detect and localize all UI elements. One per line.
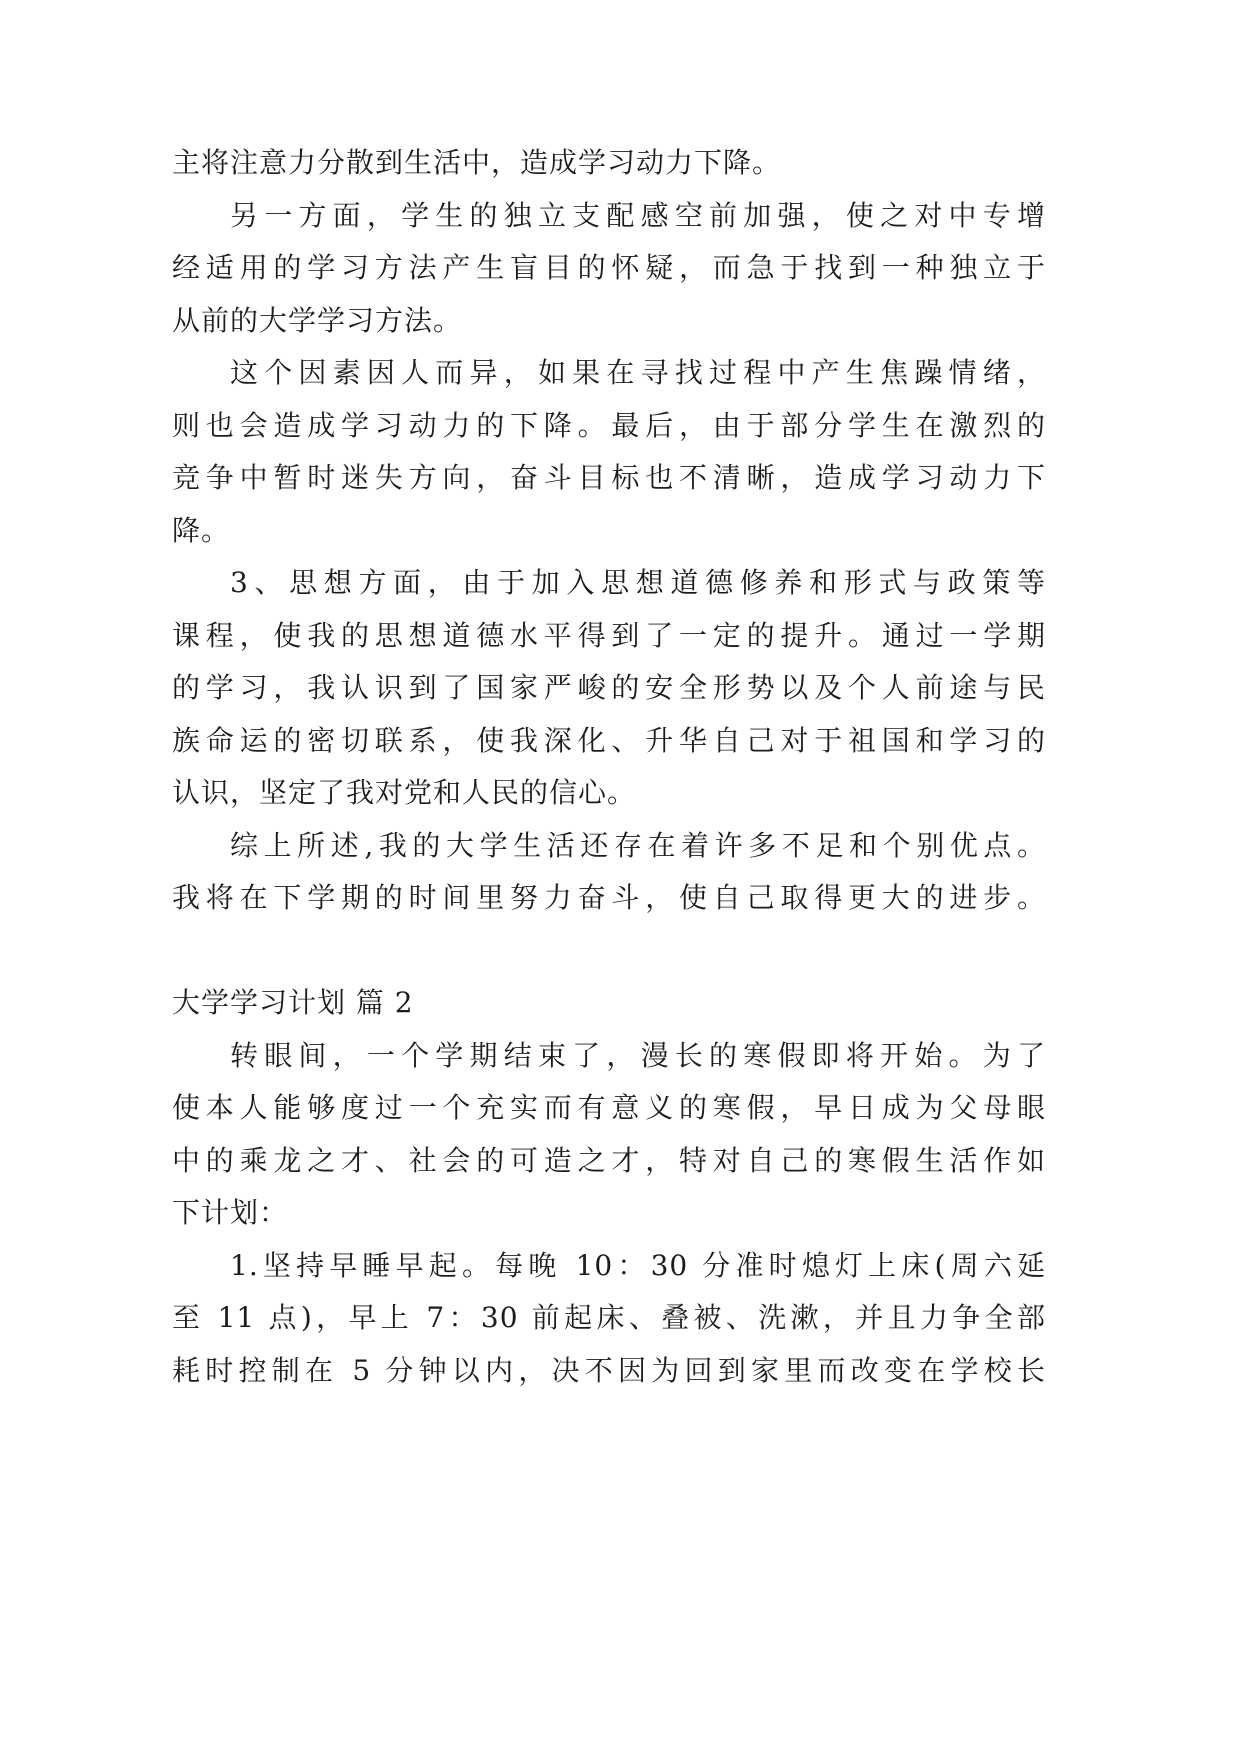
text-line: 使本人能够度过一个充实而有意义的寒假，早日成为父母眼 [172,1091,1046,1124]
section-heading: 大学学习计划 篇 2 [172,986,414,1019]
paragraph [172,1030,1046,1240]
text-line: 我将在下学期的时间里努力奋斗，使自己取得更大的进步。 [172,881,1046,914]
text-line: 下计划： [172,1196,289,1229]
text-line: 的学习，我认识到了国家严峻的安全形势以及个人前途与民 [172,671,1046,704]
text-line: 认识，坚定了我对党和人民的信心。 [172,776,637,809]
document-body [172,137,1046,1397]
paragraph [172,347,1046,557]
text-line: 转眼间，一个学期结束了，漫长的寒假即将开始。为了 [230,1038,1046,1072]
text-line: 从前的大学学习方法。 [172,303,463,337]
paragraph [172,557,1046,820]
text-line: 课程，使我的思想道德水平得到了一定的提升。通过一学期 [172,618,1046,652]
text-line: 另一方面，学生的独立支配感空前加强，使之对中专增 [230,198,1046,232]
paragraph [172,137,1046,190]
text-line: 综上所述,我的大学生活还存在着许多不足和个别优点。 [230,828,1046,862]
text-line: 主将注意力分散到生活中，造成学习动力下降。 [172,146,782,179]
text-line: 经适用的学习方法产生盲目的怀疑，而急于找到一种独立于 [172,251,1046,284]
paragraph [172,1240,1046,1398]
text-line: 降。 [172,513,231,547]
text-line: 族命运的密切联系，使我深化、升华自己对于祖国和学习的 [172,723,1046,757]
text-line: 则也会造成学习动力的下降。最后，由于部分学生在激烈的 [172,408,1046,442]
text-line: 竞争中暂时迷失方向，奋斗目标也不清晰，造成学习动力下 [172,461,1046,494]
text-line: 这个因素因人而异，如果在寻找过程中产生焦躁情绪， [230,356,1046,389]
text-line: 至 11 点)，早上 7：30 前起床、叠被、洗漱，并且力争全部 [172,1301,1046,1334]
text-line: 中的乘龙之才、社会的可造之才，特对自己的寒假生活作如 [172,1143,1046,1177]
paragraph [172,820,1046,925]
text-line: 耗时控制在 5 分钟以内，决不因为回到家里而改变在学校长 [172,1353,1046,1387]
text-line: 1.坚持早睡早起。每晚 10：30 分准时熄灯上床(周六延 [230,1248,1046,1282]
text-line: 3、思想方面，由于加入思想道德修养和形式与政策等 [230,566,1046,599]
paragraph [172,190,1046,348]
